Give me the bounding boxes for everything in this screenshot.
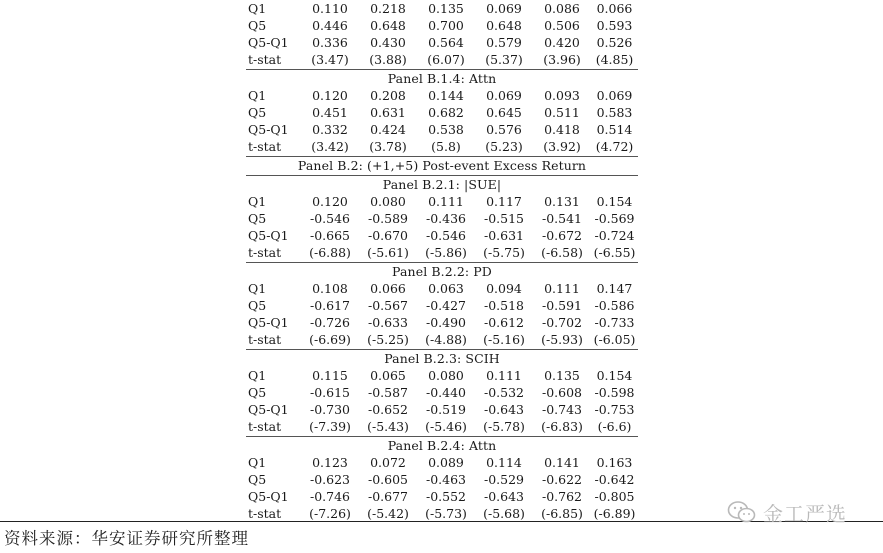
table-cell: 0.451 <box>312 105 348 120</box>
table-cell: -0.746 <box>309 489 350 504</box>
table-cell: 0.111 <box>486 368 522 383</box>
table-cell: -0.440 <box>425 385 466 400</box>
table-cell: (-6.6) <box>597 419 632 434</box>
table-cell: -0.633 <box>367 315 408 330</box>
row-label: t-stat <box>248 52 282 67</box>
table-cell: -0.598 <box>594 385 635 400</box>
table-cell: (-5.68) <box>483 506 525 521</box>
row-label: Q5 <box>248 105 267 120</box>
table-row <box>246 210 638 227</box>
panel-3 <box>246 262 638 348</box>
panel-title: Panel B.2.4: Attn <box>387 438 497 453</box>
row-label: Q5-Q1 <box>248 315 289 330</box>
table-cell: 0.593 <box>596 18 633 33</box>
table-cell: 0.135 <box>544 368 580 383</box>
table-cell: -0.805 <box>594 489 635 504</box>
table-cell: -0.463 <box>425 472 466 487</box>
table-cell: 0.094 <box>486 281 522 296</box>
table-cell: 0.506 <box>544 18 580 33</box>
row-label: Q5 <box>248 18 267 33</box>
table-row <box>246 280 638 297</box>
table-cell: 0.120 <box>312 88 348 103</box>
table-cell: 0.111 <box>544 281 580 296</box>
table-cell: (-6.88) <box>309 245 351 260</box>
table-row <box>246 17 638 34</box>
table-cell: 0.066 <box>596 1 633 16</box>
row-label: Q1 <box>248 88 267 103</box>
row-label: Q1 <box>248 281 267 296</box>
table-cell: 0.117 <box>486 194 522 209</box>
table-cell: 0.141 <box>544 455 580 470</box>
table-row <box>246 227 638 244</box>
table-cell: 0.579 <box>486 35 522 50</box>
row-label: Q1 <box>248 368 267 383</box>
table-cell: -0.546 <box>425 228 466 243</box>
row-label: Q5-Q1 <box>248 489 289 504</box>
table-cell: (-4.88) <box>425 332 467 347</box>
table-cell: -0.753 <box>594 402 635 417</box>
table-cell: (-5.46) <box>425 419 467 434</box>
panel-5 <box>246 436 638 522</box>
table-row <box>246 138 638 155</box>
table-cell: (-5.61) <box>367 245 409 260</box>
row-label: Q5-Q1 <box>248 228 289 243</box>
table-cell: (5.23) <box>485 139 523 154</box>
table-cell: -0.532 <box>483 385 524 400</box>
table-cell: (-5.73) <box>425 506 467 521</box>
table-cell: -0.631 <box>483 228 524 243</box>
row-label: Q1 <box>248 1 267 16</box>
table-row <box>246 367 638 384</box>
results-table <box>246 0 638 522</box>
table-cell: 0.115 <box>312 368 348 383</box>
table-cell: -0.490 <box>425 315 466 330</box>
table-row <box>246 244 638 261</box>
table-cell: 0.154 <box>596 368 633 383</box>
table-cell: (3.47) <box>311 52 349 67</box>
row-label: t-stat <box>248 332 282 347</box>
table-cell: -0.436 <box>425 211 466 226</box>
table-cell: 0.430 <box>370 35 406 50</box>
table-row <box>246 51 638 68</box>
table-cell: -0.518 <box>483 298 524 313</box>
table-cell: -0.617 <box>309 298 350 313</box>
table-cell: -0.665 <box>309 228 350 243</box>
table-cell: 0.446 <box>312 18 348 33</box>
row-label: Q5 <box>248 385 267 400</box>
table-cell: 0.069 <box>486 88 522 103</box>
table-row <box>246 34 638 51</box>
table-row <box>246 418 638 435</box>
watermark <box>727 497 847 527</box>
table-cell: (-6.85) <box>541 506 583 521</box>
table-cell: (-7.39) <box>309 419 351 434</box>
watermark-text: 金工严选 <box>763 501 847 526</box>
table-cell: -0.529 <box>483 472 524 487</box>
row-label: Q5-Q1 <box>248 402 289 417</box>
table-row <box>246 87 638 104</box>
panel-0 <box>246 0 638 68</box>
table-cell: 0.080 <box>370 194 406 209</box>
table-cell: 0.336 <box>312 35 348 50</box>
table-cell: -0.726 <box>309 315 350 330</box>
table-cell: 0.208 <box>370 88 406 103</box>
table-cell: -0.589 <box>367 211 408 226</box>
row-label: Q5 <box>248 472 267 487</box>
table-cell: (-5.75) <box>483 245 525 260</box>
table-cell: (3.88) <box>369 52 407 67</box>
table-cell: -0.615 <box>309 385 350 400</box>
table-cell: 0.066 <box>370 281 406 296</box>
panel-title: Panel B.2.2: PD <box>392 264 492 279</box>
table-cell: -0.427 <box>425 298 466 313</box>
table-cell: 0.131 <box>544 194 580 209</box>
table-cell: -0.652 <box>367 402 408 417</box>
table-cell: (-6.89) <box>593 506 636 521</box>
table-row <box>246 488 638 505</box>
table-cell: 0.120 <box>312 194 348 209</box>
table-row <box>246 331 638 348</box>
table-cell: 0.332 <box>312 122 348 137</box>
table-cell: 0.114 <box>486 455 522 470</box>
table-cell: 0.110 <box>312 1 348 16</box>
table-cell: 0.069 <box>486 1 522 16</box>
table-cell: (-5.86) <box>425 245 467 260</box>
table-cell: -0.743 <box>541 402 582 417</box>
table-cell: (-6.55) <box>593 245 636 260</box>
table-cell: 0.065 <box>370 368 406 383</box>
table-cell: (-6.69) <box>309 332 351 347</box>
row-label: Q5-Q1 <box>248 35 289 50</box>
row-label: t-stat <box>248 139 282 154</box>
table-cell: (-5.25) <box>367 332 409 347</box>
panel-2 <box>246 156 638 261</box>
table-cell: (6.07) <box>427 52 465 67</box>
source-note: 资料来源：华安证券研究所整理 <box>4 529 249 548</box>
table-cell: 0.420 <box>544 35 580 50</box>
table-cell: -0.612 <box>483 315 524 330</box>
table-cell: 0.093 <box>544 88 580 103</box>
row-label: Q5 <box>248 211 267 226</box>
table-cell: -0.670 <box>367 228 408 243</box>
table-cell: 0.511 <box>544 105 580 120</box>
panel-subtitle: Panel B.2.1: |SUE| <box>382 177 502 192</box>
table-cell: 0.218 <box>370 1 406 16</box>
table-cell: 0.089 <box>428 455 464 470</box>
table-cell: (5.8) <box>431 139 461 154</box>
table-cell: -0.672 <box>541 228 582 243</box>
table-cell: -0.515 <box>483 211 524 226</box>
table-cell: 0.583 <box>596 105 633 120</box>
row-label: Q5 <box>248 298 267 313</box>
row-label: t-stat <box>248 419 282 434</box>
table-cell: -0.552 <box>425 489 466 504</box>
table-cell: -0.586 <box>594 298 635 313</box>
table-cell: 0.086 <box>544 1 580 16</box>
row-label: t-stat <box>248 506 282 521</box>
table-cell: -0.643 <box>483 402 524 417</box>
table-cell: 0.648 <box>486 18 522 33</box>
table-cell: 0.514 <box>596 122 633 137</box>
table-cell: (3.92) <box>543 139 581 154</box>
table-cell: 0.147 <box>596 281 633 296</box>
row-label: t-stat <box>248 245 282 260</box>
table-row <box>246 121 638 138</box>
table-cell: 0.645 <box>486 105 522 120</box>
table-cell: (-5.16) <box>483 332 525 347</box>
table-cell: -0.643 <box>483 489 524 504</box>
table-cell: -0.567 <box>367 298 408 313</box>
table-cell: -0.608 <box>541 385 582 400</box>
table-cell: (-5.42) <box>367 506 409 521</box>
table-cell: 0.631 <box>370 105 406 120</box>
table-cell: (-5.78) <box>483 419 525 434</box>
table-cell: -0.730 <box>309 402 350 417</box>
panel-4 <box>246 349 638 435</box>
table-cell: (4.72) <box>595 139 634 154</box>
table-row <box>246 454 638 471</box>
table-cell: (-6.05) <box>593 332 636 347</box>
wechat-icon <box>727 500 757 524</box>
table-cell: 0.069 <box>596 88 633 103</box>
table-cell: -0.519 <box>425 402 466 417</box>
table-cell: -0.677 <box>367 489 408 504</box>
table-cell: 0.648 <box>370 18 406 33</box>
panel-title: Panel B.2: (+1,+5) Post-event Excess Return <box>297 158 587 173</box>
table-cell: (-7.26) <box>309 506 351 521</box>
table-row <box>246 193 638 210</box>
table-cell: 0.682 <box>428 105 464 120</box>
table-cell: -0.541 <box>541 211 582 226</box>
row-label: Q1 <box>248 194 267 209</box>
panel-title: Panel B.1.4: Attn <box>387 71 497 86</box>
table-cell: 0.564 <box>428 35 464 50</box>
table-cell: 0.080 <box>428 368 464 383</box>
table-cell: -0.762 <box>541 489 582 504</box>
table-row <box>246 384 638 401</box>
table-cell: 0.424 <box>370 122 406 137</box>
table-cell: -0.587 <box>367 385 408 400</box>
panel-title: Panel B.2.3: SCIH <box>384 351 500 366</box>
table-cell: 0.111 <box>428 194 464 209</box>
table-cell: 0.154 <box>596 194 633 209</box>
table-cell: 0.135 <box>428 1 464 16</box>
table-row <box>246 314 638 331</box>
table-cell: -0.623 <box>309 472 350 487</box>
table-cell: -0.642 <box>594 472 635 487</box>
table-cell: 0.526 <box>596 35 633 50</box>
table-cell: -0.605 <box>367 472 408 487</box>
table-cell: (3.78) <box>369 139 407 154</box>
table-cell: (4.85) <box>595 52 634 67</box>
table-cell: -0.702 <box>541 315 582 330</box>
table-row <box>246 104 638 121</box>
table-cell: -0.724 <box>594 228 635 243</box>
table-cell: -0.733 <box>594 315 635 330</box>
table-cell: (-5.43) <box>367 419 409 434</box>
table-cell: -0.622 <box>541 472 582 487</box>
table-cell: 0.163 <box>596 455 633 470</box>
table-cell: -0.569 <box>594 211 635 226</box>
table-cell: (3.96) <box>543 52 581 67</box>
table-cell: (-5.93) <box>541 332 583 347</box>
table-cell: 0.108 <box>312 281 348 296</box>
table-cell: 0.072 <box>370 455 406 470</box>
panel-1 <box>246 69 638 155</box>
table-cell: -0.546 <box>309 211 350 226</box>
table-cell: 0.700 <box>428 18 464 33</box>
table-row <box>246 297 638 314</box>
table-row <box>246 401 638 418</box>
table-cell: -0.591 <box>541 298 582 313</box>
table-cell: 0.063 <box>428 281 464 296</box>
table-cell: (3.42) <box>311 139 349 154</box>
table-cell: (-6.83) <box>541 419 583 434</box>
table-cell: 0.144 <box>428 88 464 103</box>
table-row <box>246 471 638 488</box>
table-cell: 0.576 <box>486 122 522 137</box>
table-cell: (-6.58) <box>541 245 583 260</box>
row-label: Q5-Q1 <box>248 122 289 137</box>
table-row <box>246 0 638 17</box>
table-cell: (5.37) <box>485 52 523 67</box>
row-label: Q1 <box>248 455 267 470</box>
table-cell: 0.418 <box>544 122 580 137</box>
table-cell: 0.538 <box>428 122 464 137</box>
table-row <box>246 505 638 522</box>
table-cell: 0.123 <box>312 455 348 470</box>
